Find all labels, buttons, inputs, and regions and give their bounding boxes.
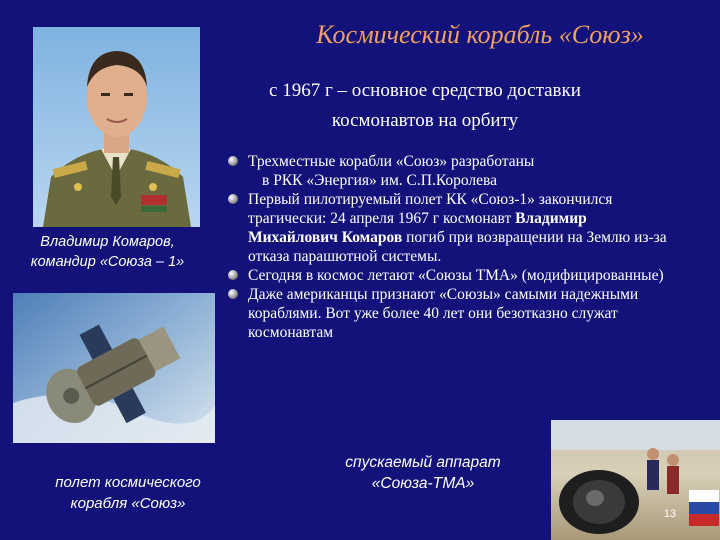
portrait-caption-line-1: Владимир Комаров, <box>40 234 175 250</box>
subtitle-line-2: космонавтов на орбиту <box>331 110 519 131</box>
capsule-caption-line-1: спускаемый аппарат <box>345 454 501 471</box>
descent-capsule-photo <box>551 420 720 540</box>
bullet-4-text: Даже американцы признают «Союзы» самыми надежными кораблями. Вот уже более 40 лет они безотказно служат космонавтам <box>248 286 639 341</box>
bullet-list <box>228 152 668 342</box>
bullet-1-line-2: в РКК «Энергия» им. С.П.Королева <box>262 172 498 189</box>
bullet-item <box>228 190 668 266</box>
portrait-caption <box>0 232 215 272</box>
bullet-dot-icon <box>228 194 238 204</box>
bullet-item <box>228 152 668 190</box>
capsule-caption-line-2: «Союза-ТМА» <box>371 475 475 492</box>
page-number: 13 <box>663 508 677 520</box>
bullet-3-text: Сегодня в космос летают «Союзы ТМА» (модифицированные) <box>248 267 664 284</box>
ship-caption <box>18 472 238 514</box>
bullet-2-bold-name: Владимир Михайлович Комаров <box>248 210 587 246</box>
slide-title: Космический корабль «Союз» <box>316 20 644 49</box>
bullet-item <box>228 285 668 342</box>
bullet-1-line-1: Трехместные корабли «Союз» разработаны <box>248 153 535 170</box>
bullet-item <box>228 266 668 285</box>
subtitle-line-1: с 1967 г – основное средство доставки <box>269 80 581 101</box>
bullet-dot-icon <box>228 289 238 299</box>
komarov-portrait-photo <box>33 27 200 227</box>
bullet-2-text-after: погиб при возвращении на Землю из-за отказа парашютной системы. <box>248 229 667 265</box>
slide-subtitle <box>215 76 635 136</box>
portrait-caption-line-2: командир «Союза – 1» <box>30 254 185 270</box>
bullet-dot-icon <box>228 156 238 166</box>
ship-caption-line-1: полет космического <box>55 474 201 491</box>
soyuz-spacecraft-photo <box>13 293 215 443</box>
capsule-caption <box>318 452 528 494</box>
bullet-dot-icon <box>228 270 238 280</box>
bullet-2-text-before: Первый пилотируемый полет КК «Союз-1» закончился трагически: 24 апреля 1967 г космонавт <box>248 191 613 227</box>
ship-caption-line-2: корабля «Союз» <box>70 495 186 512</box>
